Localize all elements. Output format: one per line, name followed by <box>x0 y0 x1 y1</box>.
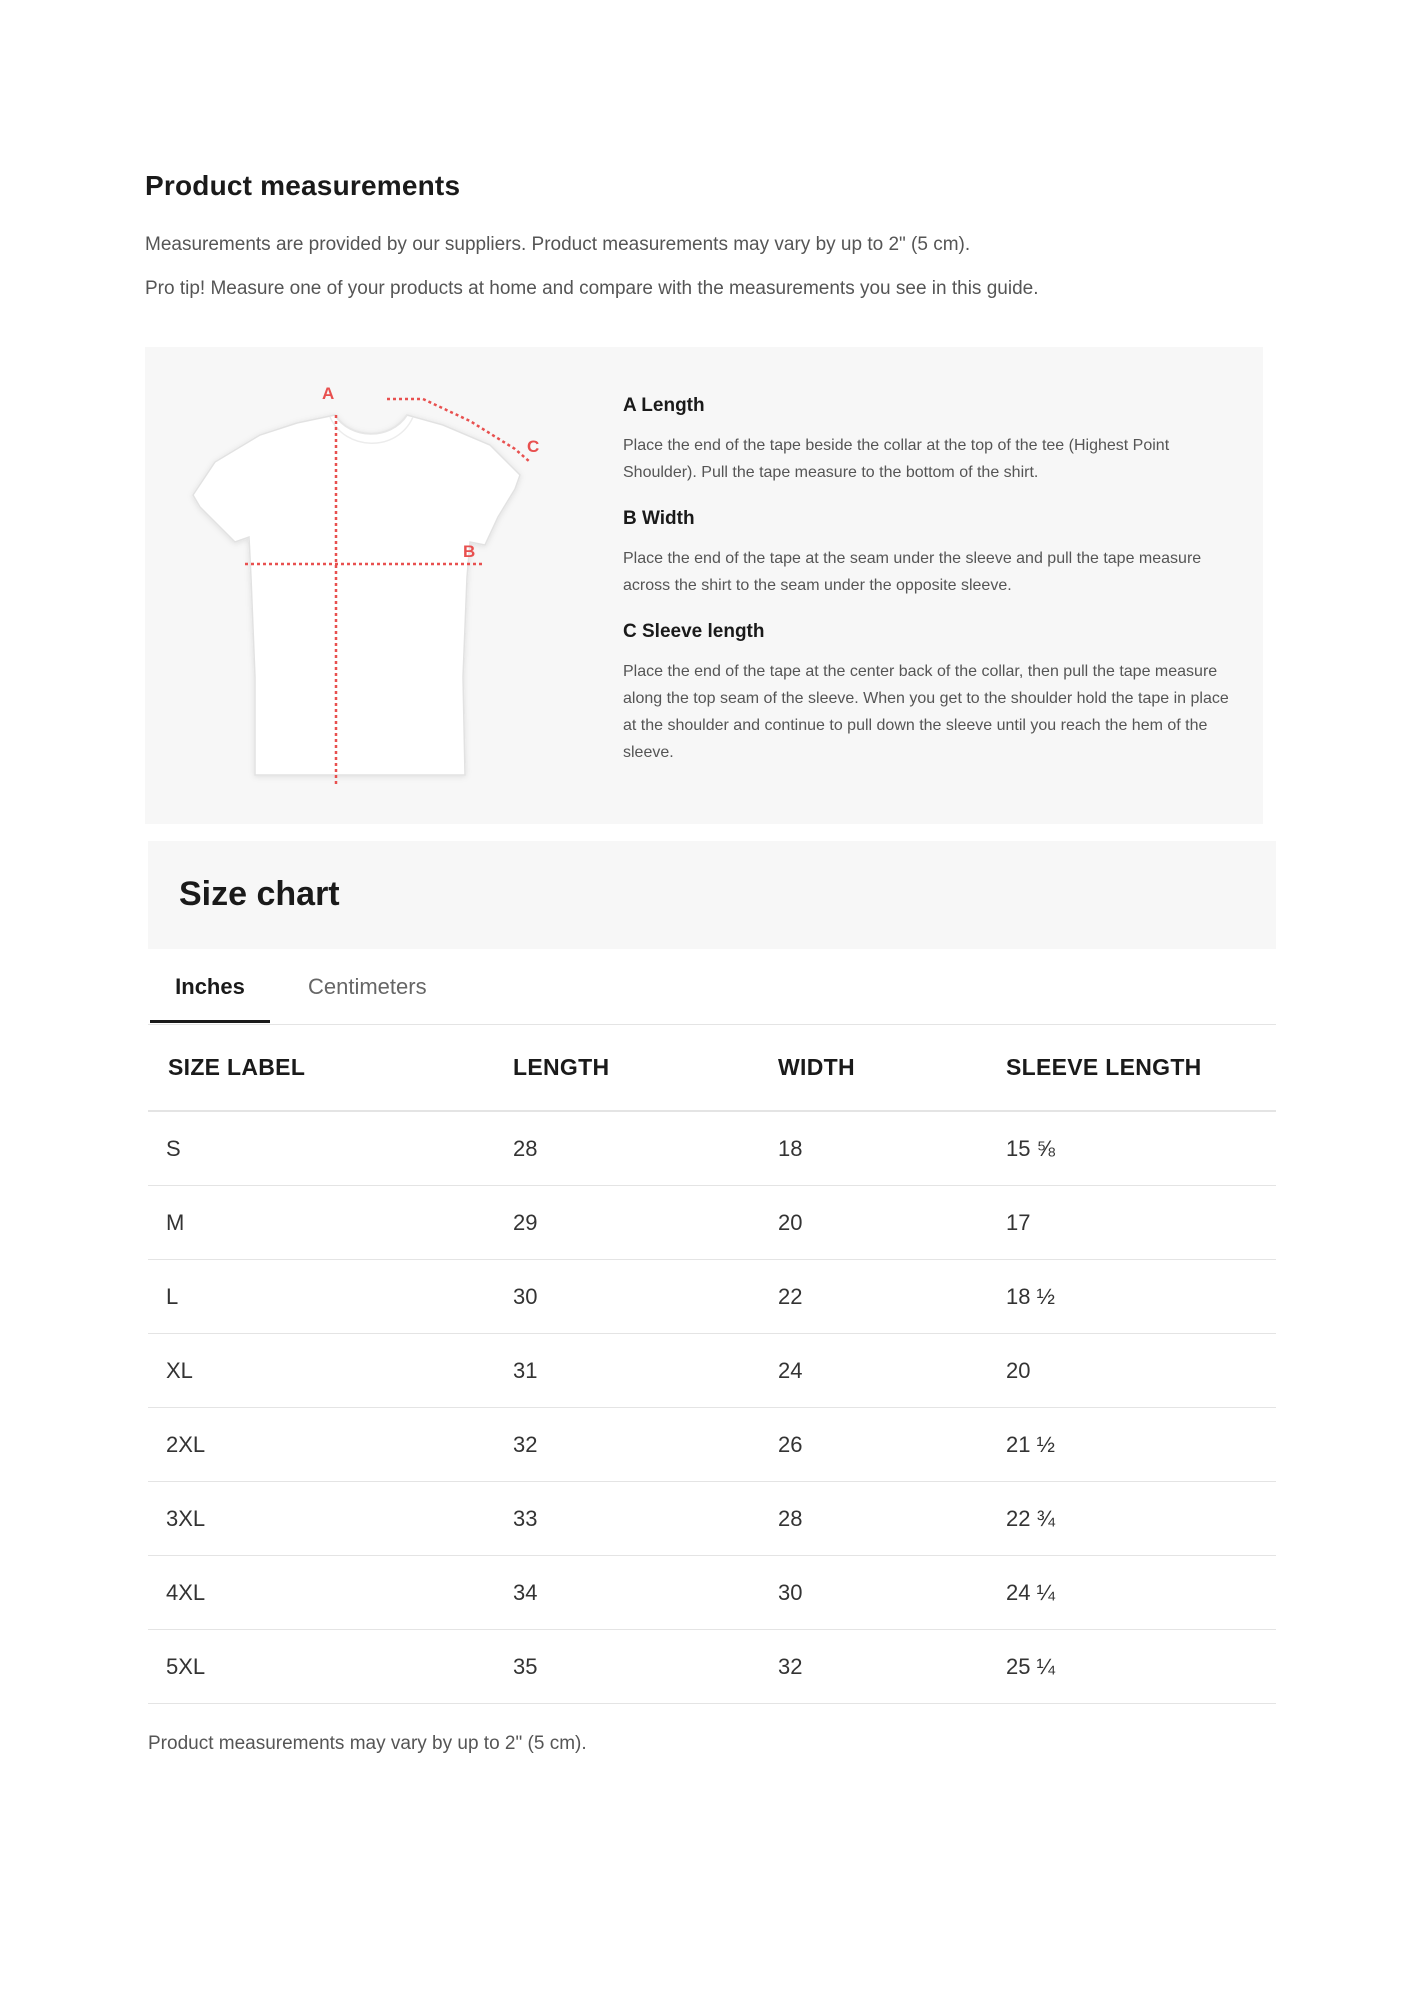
width-cell: 24 <box>778 1334 1006 1408</box>
description-text: Place the end of the tape at the center back of the collar, then pull the tape measure along the top seam of the sleeve. When you get to the shoulder hold the tape in place at the shoulder and continue to pull down the sleeve until you reach the hem of the sleeve. <box>623 663 1229 761</box>
table-row <box>148 1556 1276 1630</box>
tip-text: Pro tip! Measure one of your products at home and compare with the measurements you see in this guide. <box>145 278 1039 299</box>
intro-text: Measurements are provided by our suppliers. Product measurements may vary by up to 2" (5 cm). <box>145 234 971 255</box>
description-width <box>623 508 1233 599</box>
length-cell: 30 <box>513 1260 778 1334</box>
tshirt-diagram <box>185 377 585 797</box>
measurement-descriptions <box>623 395 1233 788</box>
label-c: C <box>527 437 540 456</box>
column-header-length: LENGTH <box>513 1025 778 1111</box>
product-measurements-section <box>145 170 1275 302</box>
table-header-row <box>148 1025 1276 1111</box>
sleeve-length-cell: 25 ¼ <box>1006 1630 1276 1704</box>
sleeve-length-cell: 21 ½ <box>1006 1408 1276 1482</box>
size-chart-title: Size chart <box>179 875 340 913</box>
table-row <box>148 1111 1276 1186</box>
description-title: C Sleeve length <box>623 621 765 642</box>
length-cell: 31 <box>513 1334 778 1408</box>
width-cell: 32 <box>778 1630 1006 1704</box>
length-cell: 34 <box>513 1556 778 1630</box>
width-cell: 18 <box>778 1111 1006 1186</box>
length-cell: 35 <box>513 1630 778 1704</box>
table-row <box>148 1630 1276 1704</box>
tshirt-icon <box>185 377 585 797</box>
width-cell: 30 <box>778 1556 1006 1630</box>
size-cell: 2XL <box>148 1408 513 1482</box>
description-sleeve-length <box>623 621 1233 766</box>
width-cell: 26 <box>778 1408 1006 1482</box>
size-cell: L <box>148 1260 513 1334</box>
width-cell: 22 <box>778 1260 1006 1334</box>
column-header-size-label: SIZE LABEL <box>148 1025 513 1111</box>
description-length <box>623 395 1233 486</box>
page-title: Product measurements <box>145 170 461 201</box>
column-header-width: WIDTH <box>778 1025 1006 1111</box>
column-header-sleeve-length: SLEEVE LENGTH <box>1006 1025 1276 1111</box>
length-cell: 29 <box>513 1186 778 1260</box>
sleeve-length-cell: 15 ⅝ <box>1006 1111 1276 1186</box>
size-cell: S <box>148 1111 513 1186</box>
width-cell: 20 <box>778 1186 1006 1260</box>
table-row <box>148 1334 1276 1408</box>
table-row <box>148 1408 1276 1482</box>
description-title: A Length <box>623 395 705 416</box>
tab-centimeters[interactable]: Centimeters <box>308 974 427 999</box>
sleeve-length-cell: 24 ¼ <box>1006 1556 1276 1630</box>
table-row <box>148 1260 1276 1334</box>
width-cell: 28 <box>778 1482 1006 1556</box>
table-row <box>148 1186 1276 1260</box>
description-text: Place the end of the tape beside the collar at the top of the tee (Highest Point Shoulder). Pull the tape measure to the bottom of the shirt. <box>623 437 1170 481</box>
size-chart-header <box>148 841 1276 949</box>
sleeve-length-cell: 18 ½ <box>1006 1260 1276 1334</box>
label-b: B <box>463 542 476 561</box>
tab-inches[interactable]: Inches <box>150 974 270 1023</box>
size-cell: M <box>148 1186 513 1260</box>
description-title: B Width <box>623 508 695 529</box>
sleeve-length-cell: 22 ¾ <box>1006 1482 1276 1556</box>
length-cell: 28 <box>513 1111 778 1186</box>
size-cell: XL <box>148 1334 513 1408</box>
sleeve-length-cell: 20 <box>1006 1334 1276 1408</box>
table-row <box>148 1482 1276 1556</box>
description-text: Place the end of the tape at the seam under the sleeve and pull the tape measure across the shirt to the seam under the opposite sleeve. <box>623 550 1202 594</box>
label-a: A <box>322 384 335 403</box>
footnote: Product measurements may vary by up to 2" (5 cm). <box>148 1733 587 1754</box>
size-cell: 5XL <box>148 1630 513 1704</box>
size-table <box>148 1025 1276 1704</box>
measurement-guide-panel <box>145 347 1263 824</box>
length-cell: 33 <box>513 1482 778 1556</box>
size-cell: 4XL <box>148 1556 513 1630</box>
size-cell: 3XL <box>148 1482 513 1556</box>
unit-tabs <box>148 960 1276 1025</box>
sleeve-length-cell: 17 <box>1006 1186 1276 1260</box>
length-cell: 32 <box>513 1408 778 1482</box>
